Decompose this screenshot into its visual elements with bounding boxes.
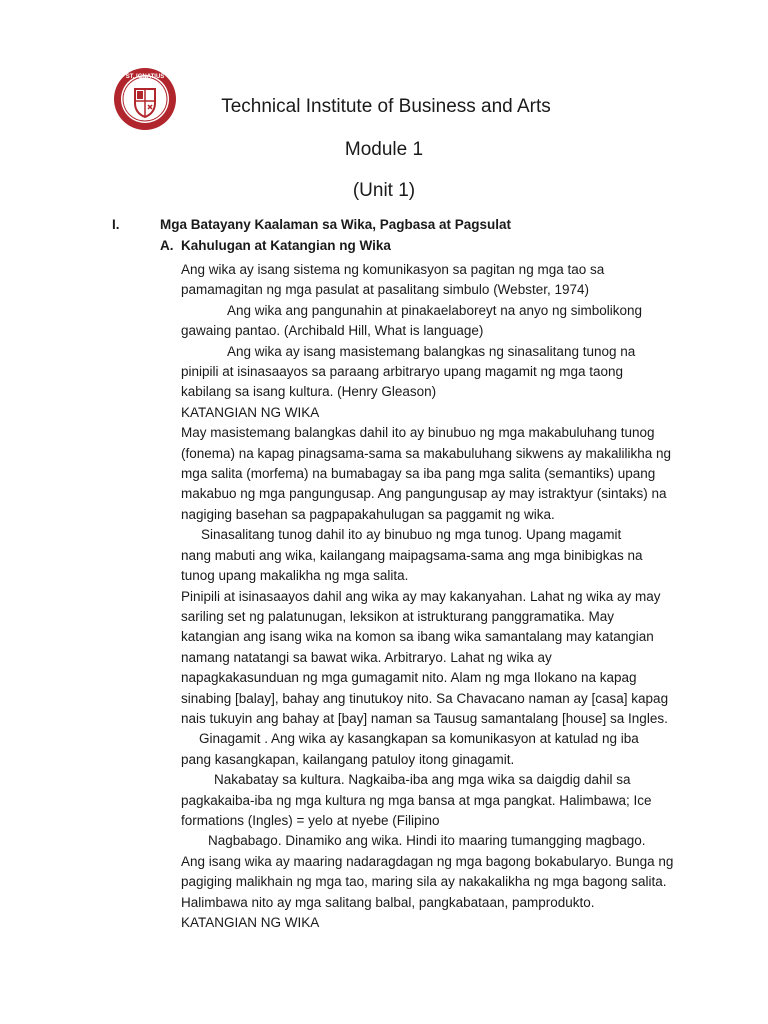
text-line: pagiging malikhain ng mga tao, maring sila ay nakakalikha ng mga bagong salita.: [181, 874, 667, 890]
text-line: Ang wika ay isang sistema ng komunikasyon sa pagitan ng mga tao sa: [181, 262, 605, 277]
text-line: pang kasangkapan, kailangang patuloy itong ginagamit.: [181, 751, 515, 767]
unit-title: (Unit 1): [352, 180, 416, 201]
text-line: May masistemang balangkas dahil ito ay binubuo ng mga makabuluhang tunog: [181, 425, 655, 441]
text-line: pagkakaiba-iba ng mga kultura ng mga bansa at mga pangkat. Halimbawa; Ice: [181, 792, 652, 808]
text-line: pamamagitan ng mga pasulat at pasalitang simbulo (Webster, 1974): [181, 282, 589, 298]
text-line: nang mabuti ang wika, kailangang maipagsama-sama ang mga binibigkas na: [181, 547, 643, 563]
text-line: Nakabatay sa kultura. Nagkaiba-iba ang mga wika sa daigdig dahil sa: [214, 772, 631, 788]
text-line: Pinipili at isinasaayos dahil ang wika ay may kakanyahan. Lahat ng wika ay may: [181, 588, 661, 604]
body-text: [181, 260, 701, 933]
module-title: Module 1: [344, 139, 424, 160]
text-line: nagiging basehan sa pagpapakahulugan sa paggamit ng wika.: [181, 506, 555, 522]
text-line: gawaing pantao. (Archibald Hill, What is language): [181, 323, 484, 339]
text-line: KATANGIAN NG WIKA: [181, 404, 320, 420]
text-line: katangian ang isang wika na komon sa ibang wika samantalang may katangian: [181, 629, 654, 645]
seal-lettering: ST. IGNATIUS: [125, 74, 165, 80]
text-line: sariling set ng palatunugan, leksikon at istrukturang panggramatika. May: [181, 608, 614, 624]
text-line: mga salita (morfema) na bumabagay sa iba pang mga salita (semantiks) upang: [181, 466, 656, 482]
text-line: nais tukuyin ang bahay at [bay] naman sa Tausug samantalang [house] sa Ingles.: [181, 710, 668, 726]
section-number: I.: [112, 217, 120, 232]
text-line: napagkakasunduan ng mga gumagamit nito. Alam ng mga Ilokano na kapag: [181, 670, 637, 686]
text-line: Nagbabago. Dinamiko ang wika. Hindi ito maaring tumangging magbago.: [208, 833, 646, 849]
text-line: KATANGIAN NG WIKA: [181, 915, 320, 930]
text-line: Ang isang wika ay maaring nadaragdagan ng mga bagong bokabularyo. Bunga ng: [181, 853, 674, 869]
subsection-letter: A.: [160, 238, 174, 253]
text-line: namang natatangi sa bawat wika. Arbitraryo. Lahat ng wika ay: [181, 649, 552, 665]
text-line: makabuo ng mga pangungusap. Ang pangungusap ay may istraktyur (sintaks) na: [181, 486, 667, 502]
text-line: Ang wika ang pangunahin at pinakaelaboreyt na anyo ng simbolikong: [227, 302, 643, 318]
text-line: Sinasalitang tunog dahil ito ay binubuo ng mga tunog. Upang magamit: [201, 527, 622, 543]
text-line: kabilang sa isang kultura. (Henry Gleason): [181, 384, 437, 400]
section-title: Mga Batayany Kaalaman sa Wika, Pagbasa at Pagsulat: [160, 217, 512, 232]
subsection-title: Kahulugan at Katangian ng Wika: [181, 238, 391, 253]
text-line: sinabing [balay], bahay ang tinutukoy nito. Sa Chavacano naman ay [casa] kapag: [181, 690, 669, 706]
institute-title: Technical Institute of Business and Arts: [221, 96, 551, 117]
text-line: pinipili at isinasaayos sa paraang arbitraryo upang magamit ng mga taong: [181, 364, 624, 380]
text-line: Halimbawa nito ay mga salitang balbal, pangkabataan, pamprodukto.: [181, 894, 595, 910]
text-line: (fonema) na kapag pinagsama-sama sa makabuluhang sikwens ay makalilikha ng: [181, 445, 672, 461]
text-line: tunog upang makalikha ng mga salita.: [181, 568, 409, 584]
text-line: Ginagamit . Ang wika ay kasangkapan sa komunikasyon at katulad ng iba: [199, 731, 639, 747]
text-line: formations (Ingles) = yelo at nyebe (Filipino: [181, 812, 440, 828]
text-line: Ang wika ay isang masistemang balangkas ng sinasalitang tunog na: [227, 343, 636, 359]
